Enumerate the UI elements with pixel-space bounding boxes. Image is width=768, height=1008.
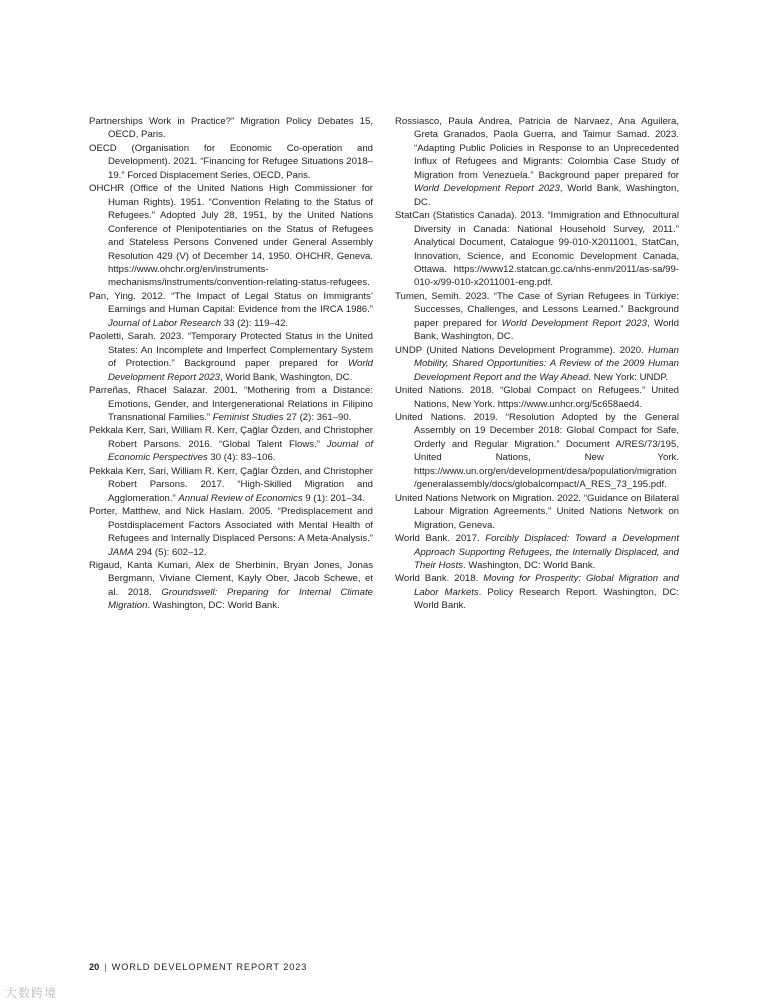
- reference-entry: [89, 424, 373, 464]
- reference-title-italic: Journal of Economic Perspectives: [108, 438, 374, 464]
- reference-text: World Bank. 2017.: [395, 533, 486, 545]
- reference-entry: [395, 492, 679, 532]
- watermark-text: 大数跨境: [5, 986, 58, 1000]
- reference-entry: [89, 559, 373, 613]
- footer-separator: |: [104, 962, 107, 972]
- reference-title-italic: Forcibly Displaced: Toward a Development Approach Supporting Refugees, the Internally Displaced, and Their Hosts: [414, 533, 679, 571]
- reference-text: Tumen, Semih. 2023. “The Case of Syrian Refugees in Türkiye: Successes, Challenges, and Lessons Learned.” Background paper prepared for: [395, 290, 679, 329]
- reference-text: , World Bank, Washington, DC.: [414, 183, 680, 208]
- reference-text: 9 (1): 201–34.: [302, 492, 366, 504]
- reference-text: Pan, Ying. 2012. “The Impact of Legal Status on Immigrants’ Earnings and Human Capital: Evidence from the IRCA 1986.”: [89, 290, 373, 316]
- reference-title-italic: World Development Report 2023: [108, 358, 373, 383]
- reference-text: United Nations. 2019. “Resolution Adopted by the General Assembly on 19 December 2018: Global Compact for Safe, Orderly and Regular Migration.” Document A/RES/73/195, United Nations, New York. https://www.un.org/en/development/desa/population/migration/generalassembly/docs/globalcompact/A_RES_73_195.pdf.: [395, 411, 679, 491]
- reference-text: World Bank. 2018.: [395, 573, 484, 585]
- reference-text: 30 (4): 83–106.: [207, 452, 276, 464]
- reference-title-italic: Annual Review of Economics: [178, 492, 303, 504]
- reference-title-italic: Journal of Labor Research: [108, 317, 222, 329]
- reference-text: United Nations. 2018. “Global Compact on Refugees.” United Nations, New York. https://www.unhcr.org/5c658aed4.: [395, 385, 679, 410]
- references-right-column: [395, 115, 679, 613]
- references-left-column: [89, 115, 373, 613]
- reference-text: Paoletti, Sarah. 2023. “Temporary Protected Status in the United States: An Incomplete and Imperfect Complementary System of Protection.” Background paper prepared for: [89, 331, 373, 370]
- page-footer: [89, 962, 307, 972]
- reference-title-italic: JAMA: [108, 546, 134, 558]
- reference-entry: [89, 505, 373, 559]
- reference-entry: [395, 532, 679, 572]
- reference-entry: [89, 115, 373, 142]
- reference-text: , World Bank, Washington, DC.: [414, 317, 679, 343]
- reference-entry: [89, 290, 373, 330]
- reference-text: Partnerships Work in Practice?” Migration Policy Debates 15, OECD, Paris.: [89, 116, 373, 141]
- reference-text: . Washington, DC: World Bank.: [463, 559, 596, 571]
- reference-text: , World Bank, Washington, DC.: [220, 371, 353, 383]
- reference-text: OECD (Organisation for Economic Co-operation and Development). 2021. “Financing for Refugee Situations 2018–19.” Forced Displacement Series, OECD, Paris.: [89, 142, 373, 181]
- reference-entry: [395, 209, 679, 290]
- reference-entry: [89, 330, 373, 384]
- report-title: WORLD DEVELOPMENT REPORT 2023: [111, 962, 308, 972]
- reference-text: UNDP (United Nations Development Programme). 2020.: [395, 344, 649, 356]
- reference-entry: [395, 572, 679, 612]
- reference-entry: [89, 142, 373, 182]
- reference-title-italic: Groundswell: Preparing for Internal Climate Migration: [108, 586, 373, 612]
- reference-text: Parreñas, Rhacel Salazar. 2001. “Mothering from a Distance: Emotions, Gender, and Intergenerational Relations in Filipino Transnational Families.”: [89, 385, 373, 423]
- reference-text: . Policy Research Report. Washington, DC: World Bank.: [414, 586, 679, 612]
- reference-entry: [395, 411, 679, 492]
- reference-entry: [395, 344, 679, 384]
- reference-entry: [89, 465, 373, 505]
- reference-entry: [89, 384, 373, 424]
- reference-text: Porter, Matthew, and Nick Haslam. 2005. “Predisplacement and Postdisplacement Factors Associated with Mental Health of Refugees and Internally Displaced Persons: A Meta-Analysis.”: [89, 506, 373, 545]
- reference-title-italic: World Development Report 2023: [501, 317, 647, 329]
- watermark-logo: [5, 984, 57, 1001]
- page-number: 20: [89, 962, 100, 972]
- reference-text: Rossiasco, Paula Andrea, Patricia de Narvaez, Ana Aguilera, Greta Granados, Paola Guerra, and Taimur Samad. 2023. “Adapting Public Policies in Response to an Unprecedented Influx of Refugees and Migrants: Colombia Case Study of Migration from Venezuela.” Background paper prepared for: [395, 116, 679, 181]
- reference-text: 33 (2): 119–42.: [221, 317, 289, 329]
- reference-text: . New York: UNDP.: [588, 371, 669, 383]
- reference-title-italic: Feminist Studies: [212, 411, 284, 423]
- reference-text: Pekkala Kerr, Sari, William R. Kerr, Çağlar Özden, and Christopher Robert Parsons. 2016. “Global Talent Flows.”: [89, 425, 373, 450]
- reference-text: Pekkala Kerr, Sari, William R. Kerr, Çağlar Özden, and Christopher Robert Parsons. 2017. “High-Skilled Migration and Agglomeration.”: [89, 465, 373, 504]
- reference-title-italic: Moving for Prosperity: Global Migration and Labor Markets: [414, 573, 679, 598]
- reference-text: . Washington, DC: World Bank.: [147, 600, 280, 612]
- reference-text: 294 (5): 602–12.: [133, 546, 207, 558]
- reference-text: OHCHR (Office of the United Nations High Commissioner for Human Rights). 1951. “Convention Relating to the Status of Refugees.” Adopted July 28, 1951, by the United Nations Conference of Plenipotentiaries on the Status of Refugees and Stateless Persons Convened under General Assembly Resolution 429 (V) of December 14, 1950. OHCHR, Geneva. https://www.ohchr.org/en/instruments-mechanisms/instruments/convention-relating-status-refugees.: [89, 183, 373, 289]
- reference-text: StatCan (Statistics Canada). 2013. “Immigration and Ethnocultural Diversity in Canada: National Household Survey, 2011.” Analytical Document, Catalogue 99-010-X2011001, StatCan, Innovation, Science, and Economic Development Canada, Ottawa. https://www12.statcan.gc.ca/nhs-enm/2011/as-sa/99-010-x/99-010-x2011001-eng.pdf.: [395, 210, 679, 289]
- reference-entry: [395, 290, 679, 344]
- reference-text: United Nations Network on Migration. 2022. “Guidance on Bilateral Labour Migration Agreements.” United Nations Network on Migration, Geneva.: [395, 492, 679, 531]
- reference-entry: [395, 115, 679, 209]
- reference-entry: [89, 182, 373, 290]
- reference-text: Rigaud, Kanta Kumari, Alex de Sherbinin, Bryan Jones, Jonas Bergmann, Viviane Clement, Kayly Ober, Jacob Schewe, et al. 2018.: [89, 559, 373, 598]
- reference-title-italic: Human Mobility, Shared Opportunities: A Review of the 2009 Human Development Report and the Way Ahead: [414, 344, 679, 383]
- reference-entry: [395, 384, 679, 411]
- reference-title-italic: World Development Report 2023: [414, 183, 560, 195]
- reference-text: 27 (2): 361–90.: [283, 411, 352, 423]
